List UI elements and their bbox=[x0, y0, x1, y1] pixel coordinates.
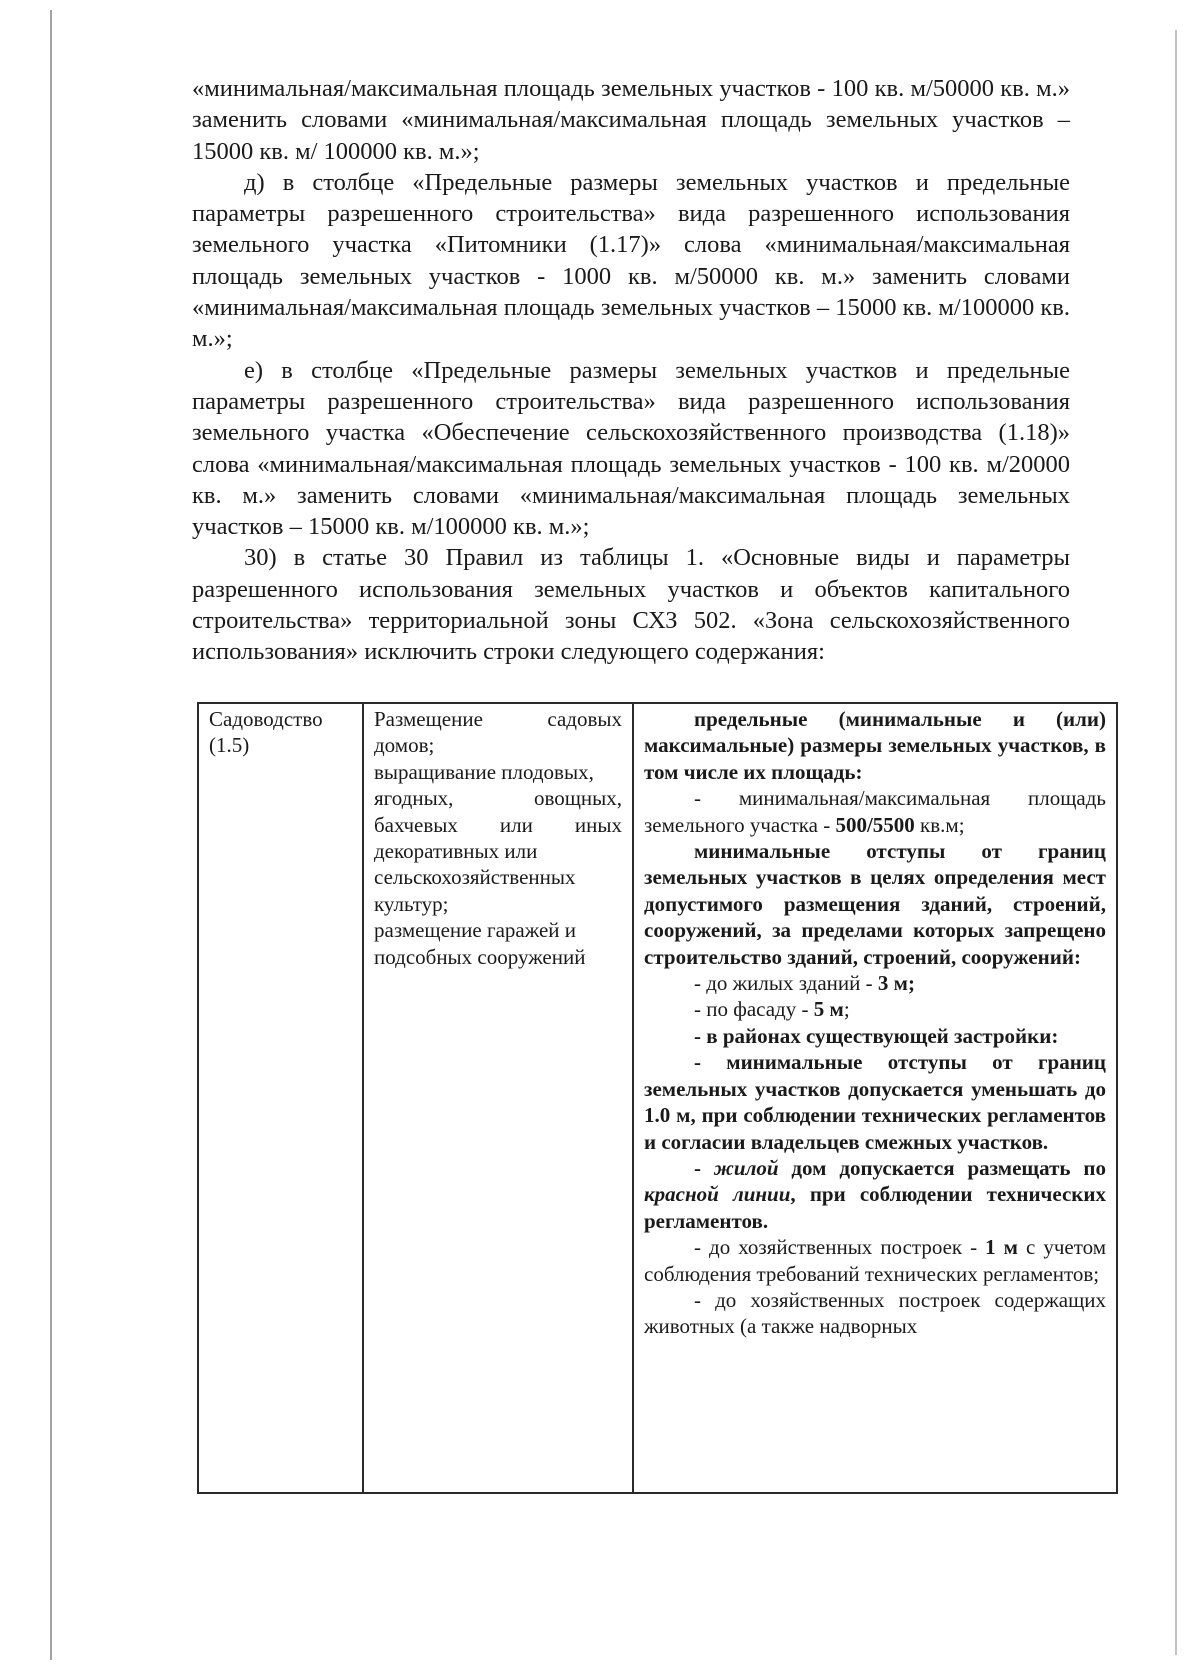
document-body bbox=[192, 73, 1070, 668]
param-text: , при соблюдении технических регламентов. bbox=[644, 1182, 1106, 1233]
table-row bbox=[198, 703, 1117, 1493]
param-setback-facade bbox=[644, 996, 1106, 1022]
cell-line: бахчевых или иных bbox=[374, 812, 622, 837]
paragraph-d: д) в столбце «Предельные размеры земельных участков и предельные параметры разрешенного строительства» вида разрешенного использования земельного участка «Питомники (1.17)» слова «минимальная/максимальная площадь земельных участков - 1000 кв. м/50000 кв. м.» заменить словами «минимальная/максимальная площадь земельных участков – 15000 кв. м/100000 кв. м.»; bbox=[192, 168, 1070, 353]
excluded-rows-table bbox=[197, 702, 1118, 1494]
cell-line: размещение гаражей и bbox=[374, 918, 577, 943]
paragraph-continuation: «минимальная/максимальная площадь земельных участков - 100 кв. м/50000 кв. м.» заменить словами «минимальная/максимальная площадь земельных участков – 15000 кв. м/ 100000 кв. м.»; bbox=[192, 75, 1070, 165]
param-outbuildings bbox=[644, 1234, 1106, 1287]
cell-line: выращивание плодовых, bbox=[374, 759, 594, 784]
cell-line: культур; bbox=[374, 891, 449, 916]
param-red-line bbox=[644, 1155, 1106, 1234]
cell-line: (1.5) bbox=[209, 733, 250, 758]
scan-edge-right bbox=[1175, 30, 1177, 1655]
table-cell-parameters bbox=[633, 703, 1117, 1493]
cell-line: ягодных, овощных, bbox=[374, 786, 622, 811]
param-text: кв.м; bbox=[914, 812, 965, 837]
param-text: дом допускается размещать по bbox=[778, 1155, 1107, 1180]
param-setback-heading: минимальные отступы от границ земельных участков в целях определения мест допустимого размещения зданий, строений, сооружений, за пределами которых запрещено строительство зданий, строений, сооружений: bbox=[644, 839, 1106, 969]
paragraph-30: 30) в статье 30 Правил из таблицы 1. «Основные виды и параметры разрешенного использования земельных участков и объектов капитального строительства» территориальной зоны СХЗ 502. «Зона сельскохозяйственного использования» исключить строки следующего содержания: bbox=[192, 544, 1070, 666]
param-text: с учетом соблюдения требований технических регламентов; bbox=[644, 1235, 1106, 1286]
param-reduced-setback: - минимальные отступы от границ земельных участков допускается уменьшать до 1.0 м, при соблюдении технических регламентов и согласии владельцев смежных участков. bbox=[644, 1050, 1106, 1154]
param-existing-areas: - в районах существующей застройки: bbox=[694, 1023, 1059, 1048]
cell-line: Садоводство bbox=[209, 707, 323, 731]
param-value: 3 м; bbox=[877, 971, 915, 996]
param-text: - минимальная/максимальная площадь земельного участка - bbox=[644, 786, 1106, 837]
cell-line: декоративных или bbox=[374, 839, 538, 864]
param-value: 1 м bbox=[985, 1235, 1018, 1260]
param-area-values bbox=[644, 785, 1106, 838]
table-cell-description bbox=[363, 703, 633, 1493]
cell-line: Размещение садовых bbox=[374, 707, 622, 731]
param-area-heading: предельные (минимальные и (или) максимальные) размеры земельных участков, в том числе их площадь: bbox=[644, 707, 1106, 784]
param-value: 5 м bbox=[813, 997, 844, 1022]
cell-line: сельскохозяйственных bbox=[374, 865, 576, 890]
paragraph-e: е) в столбце «Предельные размеры земельных участков и предельные параметры разрешенного строительства» вида разрешенного использования земельного участка «Обеспечение сельскохозяйственного производства (1.18)» слова «минимальная/максимальная площадь земельных участков - 100 кв. м/20000 кв. м.» заменить словами «минимальная/максимальная площадь земельных участков – 15000 кв. м/100000 кв. м.»; bbox=[192, 356, 1070, 541]
cell-line: домов; bbox=[374, 733, 435, 758]
param-animal-buildings: - до хозяйственных построек содержащих животных (а также надворных bbox=[644, 1287, 1106, 1339]
param-text: - до жилых зданий - bbox=[694, 971, 878, 996]
param-emph: жилой bbox=[713, 1155, 779, 1180]
param-text: ; bbox=[843, 997, 850, 1022]
cell-line: подсобных сооружений bbox=[374, 944, 586, 969]
scan-edge-left bbox=[50, 10, 52, 1660]
param-value: 500/5500 bbox=[835, 812, 915, 837]
param-text: - по фасаду - bbox=[694, 997, 814, 1022]
param-text: - bbox=[694, 1155, 714, 1180]
param-setback-residential bbox=[644, 970, 1106, 996]
param-text: - до хозяйственных построек - bbox=[694, 1235, 986, 1260]
table-cell-use-type bbox=[198, 703, 363, 1493]
param-emph: красной линии bbox=[644, 1182, 791, 1207]
